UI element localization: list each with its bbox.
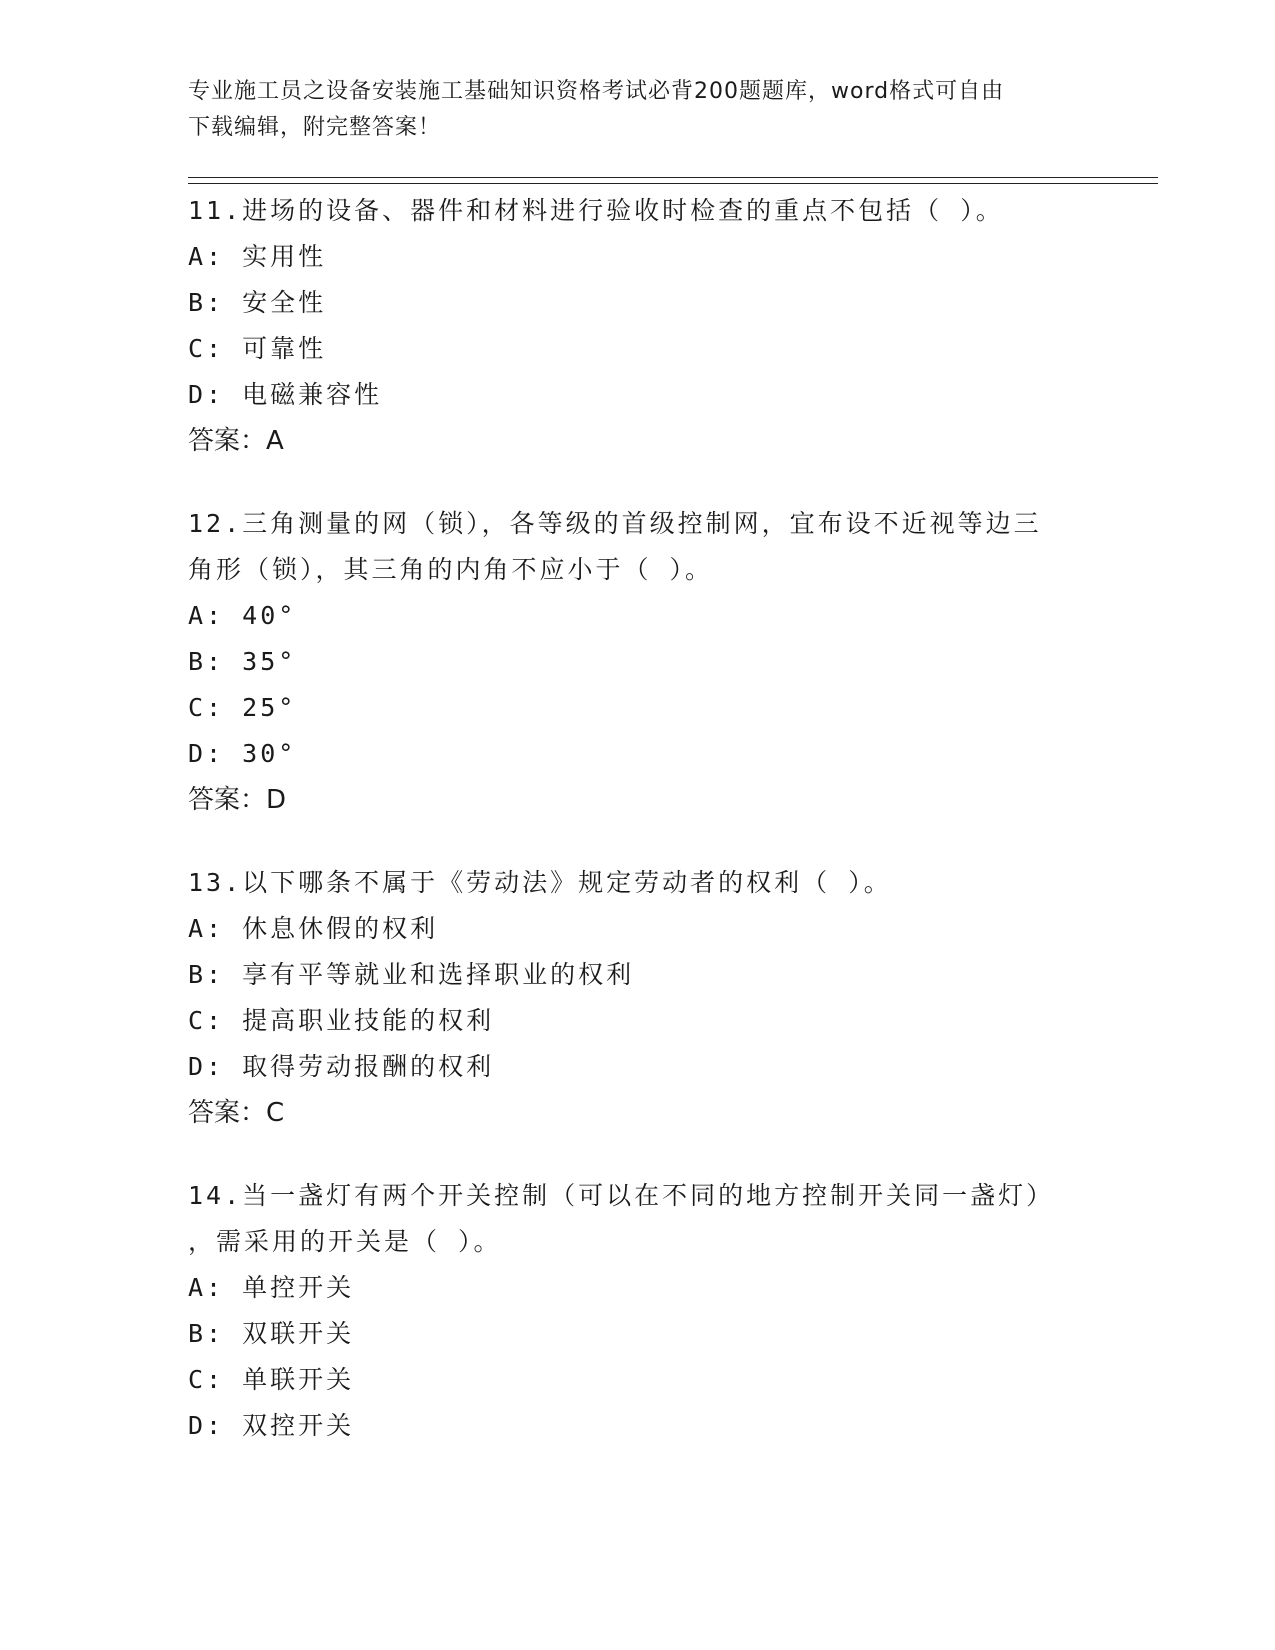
question-stem-continued: 角形（锁），其三角的内角不应小于（ ）。 [188, 555, 714, 584]
header-divider-top [188, 177, 1158, 178]
question-stem: 12.三角测量的网（锁），各等级的首级控制网，宜布设不近视等边三 [188, 509, 1042, 538]
option-b: B: 双联开关 [188, 1319, 355, 1348]
question-stem-continued: ，需采用的开关是（ ）。 [188, 1227, 502, 1256]
option-c: C: 25° [188, 693, 297, 722]
option-d: D: 取得劳动报酬的权利 [188, 1052, 495, 1081]
question-13 [188, 860, 1088, 1136]
option-d: D: 双控开关 [188, 1411, 355, 1440]
document-header [188, 74, 1088, 146]
option-d: D: 30° [188, 739, 297, 768]
option-b: B: 享有平等就业和选择职业的权利 [188, 960, 635, 989]
question-stem: 13.以下哪条不属于《劳动法》规定劳动者的权利（ ）。 [188, 868, 892, 897]
option-b: B: 35° [188, 647, 297, 676]
answer-line: 答案：A [188, 426, 284, 456]
option-d: D: 电磁兼容性 [188, 380, 383, 409]
answer-line: 答案：D [188, 785, 287, 815]
answer-line: 答案：C [188, 1098, 285, 1128]
question-stem: 14.当一盏灯有两个开关控制（可以在不同的地方控制开关同一盏灯） [188, 1181, 1055, 1210]
question-12 [188, 501, 1088, 823]
option-a: A: 单控开关 [188, 1273, 355, 1302]
question-list [188, 188, 1088, 1486]
header-line-1: 专业施工员之设备安装施工基础知识资格考试必背200题题库，word格式可自由 [188, 79, 1005, 104]
option-c: C: 单联开关 [188, 1365, 355, 1394]
question-stem: 11.进场的设备、器件和材料进行验收时检查的重点不包括（ ）。 [188, 196, 1004, 225]
option-a: A: 休息休假的权利 [188, 914, 439, 943]
option-c: C: 提高职业技能的权利 [188, 1006, 495, 1035]
question-11 [188, 188, 1088, 464]
question-14 [188, 1173, 1088, 1449]
option-b: B: 安全性 [188, 288, 327, 317]
option-c: C: 可靠性 [188, 334, 327, 363]
header-line-2: 下载编辑，附完整答案！ [188, 115, 442, 140]
option-a: A: 40° [188, 601, 297, 630]
header-divider-bottom [188, 183, 1158, 184]
option-a: A: 实用性 [188, 242, 327, 271]
